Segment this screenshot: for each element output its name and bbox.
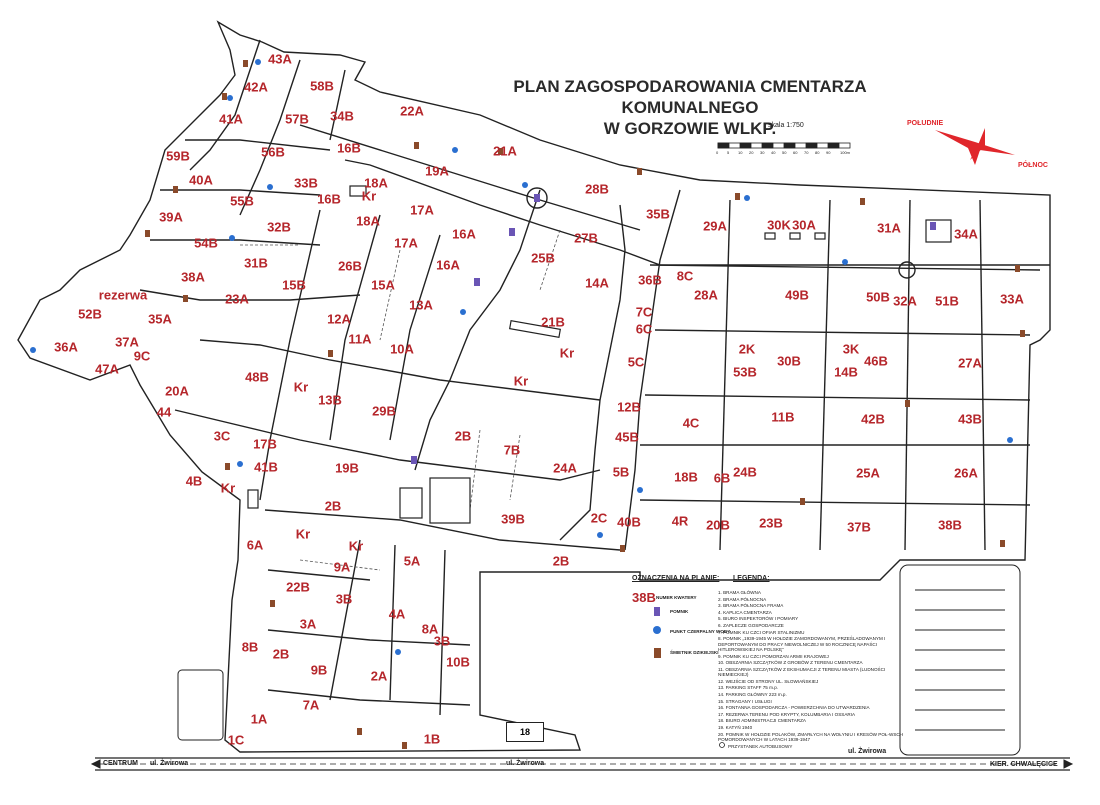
legend-item: 6. ZAPLECZE GOSPODARCZE [718, 623, 784, 628]
monument-icon [474, 278, 480, 286]
quarter-label: 31B [244, 255, 268, 271]
arrow-left [92, 760, 100, 768]
bin-icon [905, 400, 910, 407]
bin-icon [1020, 330, 1025, 337]
map-title [470, 76, 910, 139]
compass-south-label: POŁUDNIE [907, 120, 944, 127]
quarter-label: 19A [425, 163, 449, 179]
quarter-label: 7C [635, 304, 653, 320]
quarter-label: 35B [646, 206, 670, 222]
quarter-label: 32A [893, 293, 917, 309]
legend-item: 14. PARKING GŁÓWNY 223 m.p. [718, 692, 787, 697]
quarter-label: 5A [403, 553, 421, 569]
legend-item: PRZYSTANEK AUTOBUSOWY [728, 743, 793, 749]
street-label-centrum: CENTRUM [103, 760, 138, 767]
quarter-label: 16A [436, 257, 460, 273]
bin-icon [145, 230, 150, 237]
quarter-label: 24A [553, 460, 577, 476]
quarter-label: 56B [261, 144, 285, 160]
quarter-label: 1A [250, 711, 268, 727]
monument-icon [411, 456, 417, 464]
monument-icon [654, 607, 660, 616]
street-zwirowa [92, 758, 1072, 770]
quarter-label: 17A [410, 202, 434, 218]
water-icon [653, 626, 661, 634]
scale-bar [718, 143, 850, 148]
quarter-label: 9B [310, 662, 328, 678]
legend-item: 13. PARKING STAFF 75 m.p. [718, 685, 779, 691]
compass-arrow [935, 130, 1015, 165]
quarter-label: 40B [617, 514, 641, 530]
quarter-label: 39B [501, 511, 525, 527]
quarter-label: 41B [254, 459, 278, 475]
quarter-label: 12B [617, 399, 641, 415]
scale-seg-4 [784, 143, 795, 148]
quarter-label: Kr [513, 373, 529, 389]
quarter-label: 31A [877, 220, 901, 236]
quarter-label: 7B [503, 442, 521, 458]
quarter-label: 2B [324, 498, 342, 514]
street-label-direction: KIER. CHWALĘCICE [990, 761, 1058, 768]
water-icon [522, 182, 528, 188]
legend-water-label: PUNKT CZERPALNY WODY [670, 629, 731, 634]
legend-item: 5. BIURO INSPEKTORÓW I POMIARY [718, 616, 799, 622]
quarter-label: 3K [842, 341, 860, 357]
quarter-label: 22B [286, 579, 310, 595]
quarter-label: 47A [95, 361, 119, 377]
quarter-label: 18A [356, 213, 380, 229]
quarter-label: 7A [302, 697, 320, 713]
quarter-label: 45B [615, 429, 639, 445]
legend-item: 3. BRAMA PÓŁNOCNA FRAMA [718, 603, 784, 609]
quarter-label: 40A [189, 172, 213, 188]
quarter-label: 21A [493, 143, 517, 159]
title-line-2: W GORZOWIE WLKP. [603, 119, 777, 138]
water-icon [1007, 437, 1013, 443]
building-9 [248, 490, 258, 508]
quarter-label: 29A [703, 218, 727, 234]
scale-tick: 80 [815, 150, 820, 155]
quarter-label: 8B [241, 639, 259, 655]
legend-item: 12. WEJŚCIE OD STRONY UL. SŁOWIAŃSKIEJ [718, 678, 819, 684]
quarter-label: 14A [585, 275, 609, 291]
water-icon [842, 259, 848, 265]
quarter-label: 24B [733, 464, 757, 480]
quarter-label: Kr [293, 379, 309, 395]
water-icon [229, 235, 235, 241]
quarter-label: 16A [452, 226, 476, 242]
quarter-label: 12A [327, 311, 351, 327]
quarter-label: 30B [777, 353, 801, 369]
parking-boundary [900, 565, 1020, 755]
quarter-label: 2B [454, 428, 472, 444]
quarter-label: 4R [671, 513, 689, 529]
legend-item: 2. BRAMA PÓŁNOCNA [718, 596, 767, 602]
quarter-label: 30K [767, 217, 791, 233]
quarter-label: 8C [676, 268, 694, 284]
quarter-label: Kr [361, 188, 377, 204]
quarter-label: 16B [337, 140, 361, 156]
quarter-label: 28A [694, 287, 718, 303]
bus-stop-icon [720, 743, 725, 748]
quarter-label: 37A [115, 334, 139, 350]
bin-icon [637, 168, 642, 175]
quarter-label: 58B [310, 78, 334, 94]
quarter-label: 39A [159, 209, 183, 225]
scale-tick: 20 [749, 150, 754, 155]
quarter-label: 4B [185, 473, 203, 489]
bin-icon [414, 142, 419, 149]
water-icon [237, 461, 243, 467]
parking-small [178, 670, 223, 740]
quarter-label: 1B [423, 731, 441, 747]
arrow-right [1064, 760, 1072, 768]
water-icon [744, 195, 750, 201]
quarter-label: 57B [285, 111, 309, 127]
quarter-label: 5B [612, 464, 630, 480]
legend-item: 11. OBSZARNIA SZCZĄTKÓW Z EKSHUMACJI Z TERENU MIASTA (LUDNOŚCI NIEMIECKIEJ) [718, 666, 886, 678]
quarter-label: 29B [372, 403, 396, 419]
street-label-zwirowa-right: ul. Żwirowa [848, 748, 887, 755]
quarter-label: 18B [674, 469, 698, 485]
quarter-label: 3B [335, 591, 353, 607]
quarter-label: 6C [635, 321, 653, 337]
building-6 [815, 233, 825, 239]
quarter-label: 16B [317, 191, 341, 207]
quarter-label: 42A [244, 79, 268, 95]
legend-number-sample: 38B [632, 590, 656, 605]
water-icon [597, 532, 603, 538]
quarter-label: 41A [219, 111, 243, 127]
area-number-box: 18 [506, 722, 544, 742]
quarter-label: Kr [220, 480, 236, 496]
quarter-label: 36A [54, 339, 78, 355]
quarter-label: 25A [856, 465, 880, 481]
quarter-label: 42B [861, 411, 885, 427]
quarter-label: 13A [409, 297, 433, 313]
water-icon [460, 309, 466, 315]
quarter-label: 15B [282, 277, 306, 293]
scale-tick: 10 [738, 150, 743, 155]
quarter-label: 14B [834, 364, 858, 380]
quarter-label: 11B [771, 409, 795, 425]
quarter-label: 2C [590, 510, 608, 526]
quarter-label: 43B [958, 411, 982, 427]
title-line-1: PLAN ZAGOSPODAROWANIA CMENTARZA KOMUNALNEGO [513, 77, 867, 117]
quarter-label: 49B [785, 287, 809, 303]
scale-label: skala 1:750 [768, 122, 804, 129]
quarter-label: 38A [181, 269, 205, 285]
bin-icon [243, 60, 248, 67]
quarter-label: 25B [531, 250, 555, 266]
quarter-label: 6A [246, 537, 264, 553]
bin-icon [173, 186, 178, 193]
quarter-label: rezerwa [98, 287, 148, 303]
quarter-label: 9A [333, 559, 351, 575]
quarter-label: 17B [253, 436, 277, 452]
bin-icon [860, 198, 865, 205]
legend-number-label: NUMER KWATERY [656, 595, 697, 600]
building-5 [790, 233, 800, 239]
quarter-label: 3B [433, 633, 451, 649]
bin-icon [735, 193, 740, 200]
building-4 [765, 233, 775, 239]
quarter-label: 23A [225, 291, 249, 307]
quarter-label: 26B [338, 258, 362, 274]
bin-icon [222, 93, 227, 100]
legend-item: 17. REZERWA TERENU POD KRYPTY, KOLUMBARIA I OSSARIA [718, 711, 856, 717]
quarter-label: 22A [400, 103, 424, 119]
legend-item: 7. POMNIK KU CZCI OFIAR STALINIZMU [718, 629, 805, 635]
compass-north-label: PÓŁNOC [1018, 162, 1048, 169]
quarter-label: 27B [574, 230, 598, 246]
quarter-label: 10B [446, 654, 470, 670]
legend-item: 4. KAPLICA CMENTARZA [718, 609, 772, 615]
water-icon [30, 347, 36, 353]
bin-icon [654, 648, 661, 658]
street-label-zwirowa-mid: ul. Żwirowa [506, 760, 545, 767]
quarter-label: 34A [954, 226, 978, 242]
scale-tick: 5 [727, 150, 730, 155]
water-icon [267, 184, 273, 190]
quarter-label: Kr [348, 538, 364, 554]
water-icon [395, 649, 401, 655]
quarter-label: 55B [230, 193, 254, 209]
quarter-label: 19B [335, 460, 359, 476]
legend-item: 10. OBSZARNIA SZCZĄTKÓW Z GROBÓW Z TERENU CMENTARZA [718, 660, 863, 666]
quarter-label: 36B [638, 272, 662, 288]
quarter-label: 18A [364, 175, 388, 191]
quarter-label: 4C [682, 415, 700, 431]
quarter-label: 50B [866, 289, 890, 305]
scale-tick: 0 [716, 150, 719, 155]
quarter-label: 15A [371, 277, 395, 293]
quarter-label: 21B [541, 314, 565, 330]
quarter-label: 33A [1000, 291, 1024, 307]
bin-icon [357, 728, 362, 735]
quarter-label: 11A [348, 331, 372, 347]
legend-monument-label: POMNIK [670, 609, 689, 614]
quarter-label: 27A [958, 355, 982, 371]
legend-item: 8. POMNIK „1939-1945 W HOŁDZIE ZAMORDOWANYM, PRZEŚLADOWANYM I DEPORTOWANYM DO PRACY NIEWOLNICZEJ W 50 ROCZNICĘ NAPAŚCI HITLEROWSKIEJ NA POLSKĘ” [718, 636, 886, 652]
quarter-label: 48B [245, 369, 269, 385]
quarter-label: 2K [738, 341, 756, 357]
legend-item: 18. BIURO ADMINISTRACJI CMENTARZA [718, 718, 806, 724]
quarter-label: 2B [272, 646, 290, 662]
quarter-label: 6B [713, 470, 731, 486]
quarter-label: 28B [585, 181, 609, 197]
quarter-label: 17A [394, 235, 418, 251]
bin-icon [270, 600, 275, 607]
legend-title: LEGENDA: [733, 575, 770, 582]
quarter-label: Kr [295, 526, 311, 542]
legend-item: 20. POMNIK W HOŁDZIE POLAKÓW, ZMARŁYCH NA WOŁYNIU I KRESÓW POŁ-WSCH POMORDOWANYCH W LATACH 1939-1947 [718, 731, 904, 742]
monument-icon [509, 228, 515, 236]
bin-icon [1015, 265, 1020, 272]
bin-icon [402, 742, 407, 749]
quarter-label: 2B [552, 553, 570, 569]
quarter-label: 3A [299, 616, 317, 632]
scale-tick: 70 [804, 150, 809, 155]
bin-icon [1000, 540, 1005, 547]
quarter-label: 8A [421, 621, 439, 637]
scale-tick: 90 [826, 150, 831, 155]
quarter-label: 34B [330, 108, 354, 124]
quarter-label: 52B [78, 306, 102, 322]
scale-tick: 100m [840, 150, 851, 155]
quarter-label: 4A [388, 606, 406, 622]
legend-item: 16. FONTANNA GOSPODARCZA - POWIERZCHNIA DO UTWARDZENIA [718, 705, 870, 711]
scale-seg-5 [806, 143, 817, 148]
water-icon [637, 487, 643, 493]
quarter-label: 20B [706, 517, 730, 533]
street-label-zwirowa-left: ul. Żwirowa [150, 760, 189, 767]
quarter-label: 9C [133, 348, 151, 364]
bin-icon [225, 463, 230, 470]
scale-tick: 50 [782, 150, 787, 155]
scale-seg-3 [762, 143, 773, 148]
quarter-label: 38B [938, 517, 962, 533]
legend-item: 19. KATYŃ 1940 [718, 725, 753, 730]
quarter-label: 44 [156, 404, 172, 420]
legend-item: 15. STRAGANY I USŁUGI [718, 698, 772, 704]
scale-seg-2 [740, 143, 751, 148]
quarter-label: 46B [864, 353, 888, 369]
quarter-label: 13B [318, 392, 342, 408]
monument-icon [534, 194, 540, 202]
water-icon [452, 147, 458, 153]
quarter-label: 26A [954, 465, 978, 481]
legend-item: 1. BRAMA GŁÓWNA [718, 590, 761, 595]
bin-icon [183, 295, 188, 302]
quarter-label: 53B [733, 364, 757, 380]
quarter-label: 20A [165, 383, 189, 399]
monument-icon [930, 222, 936, 230]
scale-seg-6 [828, 143, 839, 148]
building-3 [926, 220, 951, 242]
quarter-label: 51B [935, 293, 959, 309]
quarter-label: 10A [390, 341, 414, 357]
quarter-label: 23B [759, 515, 783, 531]
quarter-label: 32B [267, 219, 291, 235]
scale-tick: 40 [771, 150, 776, 155]
bin-icon [328, 350, 333, 357]
legend-item: 9. POMNIK KU CZCI POMORZAN ARMII KRAJOWEJ [718, 653, 829, 659]
scale-seg-1 [718, 143, 729, 148]
quarter-label: 37B [847, 519, 871, 535]
building-2 [400, 488, 422, 518]
quarter-label: 35A [148, 311, 172, 327]
quarter-label: 5C [627, 354, 645, 370]
compass-icon [935, 128, 1015, 165]
water-icon [227, 95, 233, 101]
quarter-label: 43A [268, 51, 292, 67]
quarter-label: 59B [166, 148, 190, 164]
quarter-label: 2A [370, 668, 388, 684]
scale-tick: 60 [793, 150, 798, 155]
legend-bin-label: ŚMIETNIK DZIKIEJSKI [670, 650, 719, 655]
quarter-label: 3C [213, 428, 231, 444]
quarter-label: 33B [294, 175, 318, 191]
water-icon [255, 59, 261, 65]
bin-icon [800, 498, 805, 505]
quarter-label: 54B [194, 235, 218, 251]
bin-icon [620, 545, 625, 552]
quarter-label: Kr [559, 345, 575, 361]
building-1 [430, 478, 470, 523]
quarter-label: 30A [792, 217, 816, 233]
quarter-label: 1C [227, 732, 245, 748]
scale-tick: 30 [760, 150, 765, 155]
legend-markings-title: OZNACZENIA NA PLANIE: [632, 575, 720, 582]
